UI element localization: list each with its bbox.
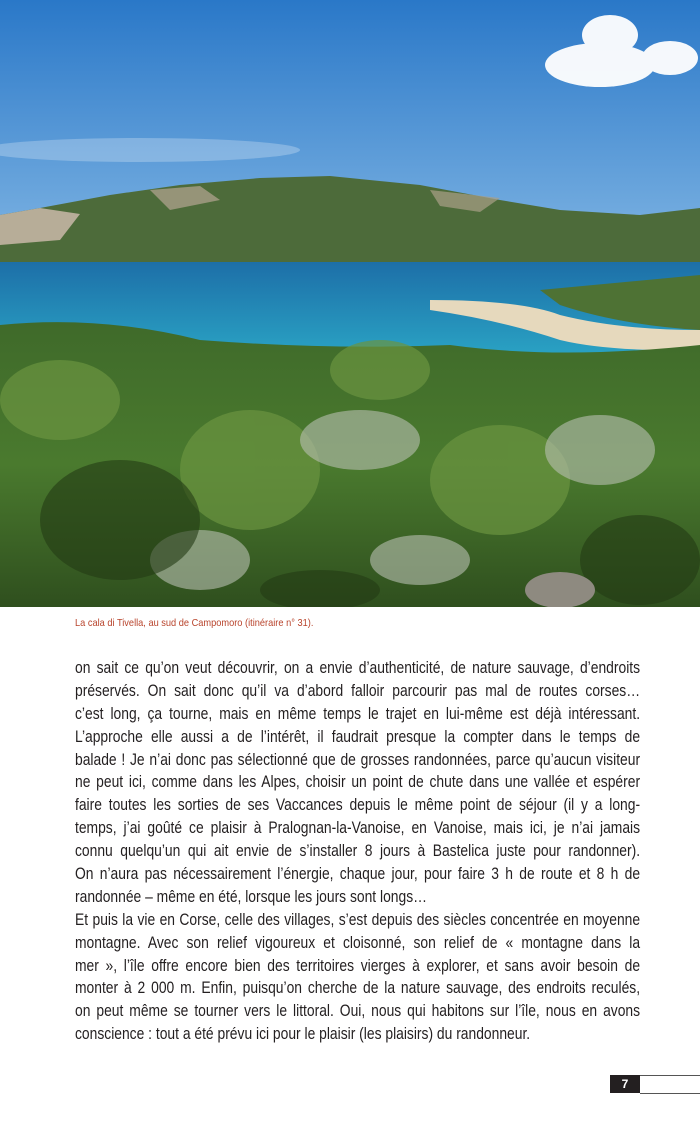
text-line: temps, j’ai goûté ce plaisir à Pralognan-la-Vanoise, en Vanoise, mais ici, je n’ai jamais bbox=[75, 819, 641, 838]
text-line: on peut même se tourner vers le littoral. Oui, nous qui habitons sur l’île, nous en avons bbox=[75, 1002, 641, 1021]
text-line: montagne. Avec son relief vigoureux et cloisonné, son relief de « montagne dans la bbox=[75, 933, 641, 952]
text-line: On n’aura pas nécessairement l’énergie, chaque jour, pour faire 3 h de route et 8 h de bbox=[75, 865, 641, 884]
photo-caption: La cala di Tivella, au sud de Campomoro (itinéraire n° 31). bbox=[75, 617, 314, 629]
text-line: Et puis la vie en Corse, celle des villages, s’est depuis des siècles concentrée en moyenne bbox=[75, 910, 641, 929]
text-line: conscience : tout a été prévu ici pour le plaisir (les plaisirs) du randonneur. bbox=[75, 1025, 531, 1044]
text-line: on sait ce qu’on veut découvrir, on a envie d’authenticité, de nature sauvage, d’endroits bbox=[75, 659, 641, 677]
text-line: balade ! Je n’ai donc pas sélectionné que de grosses randonnées, parce qu’aucun visiteur bbox=[75, 750, 641, 769]
body-text bbox=[75, 657, 640, 1046]
text-line: mer », l’île offre encore bien des territoires vierges à explorer, et sans avoir besoin de bbox=[75, 956, 641, 975]
text-line: L’approche elle aussi a de l’intérêt, il faudrait presque la compter dans le temps de bbox=[75, 727, 641, 746]
page-number: 7 bbox=[610, 1075, 640, 1093]
text-line: monter à 2 000 m. Enfin, puisqu’on cherche de la nature sauvage, des endroits reculés, bbox=[75, 979, 641, 998]
page-number-rule bbox=[640, 1075, 700, 1094]
text-line: connu quelqu’un qui ait envie de s’installer 8 jours à Bastelica juste pour randonner). bbox=[75, 842, 641, 861]
text-line: ne peut ici, comme dans les Alpes, choisir un point de chute dans une vallée et espérer bbox=[75, 773, 641, 792]
text-line: c’est long, ça tourne, mais en même temps le trajet en lui-même est déjà intéressant. bbox=[75, 704, 641, 723]
text-line: faire toutes les sorties de ses Vaccances depuis le même point de séjour (il y a long- bbox=[75, 796, 641, 815]
text-line: randonnée – même en été, lorsque les jours sont longs… bbox=[75, 887, 427, 906]
text-line: préservés. On sait donc qu’il va d’abord falloir parcourir pas mal de routes corses… bbox=[75, 681, 641, 700]
